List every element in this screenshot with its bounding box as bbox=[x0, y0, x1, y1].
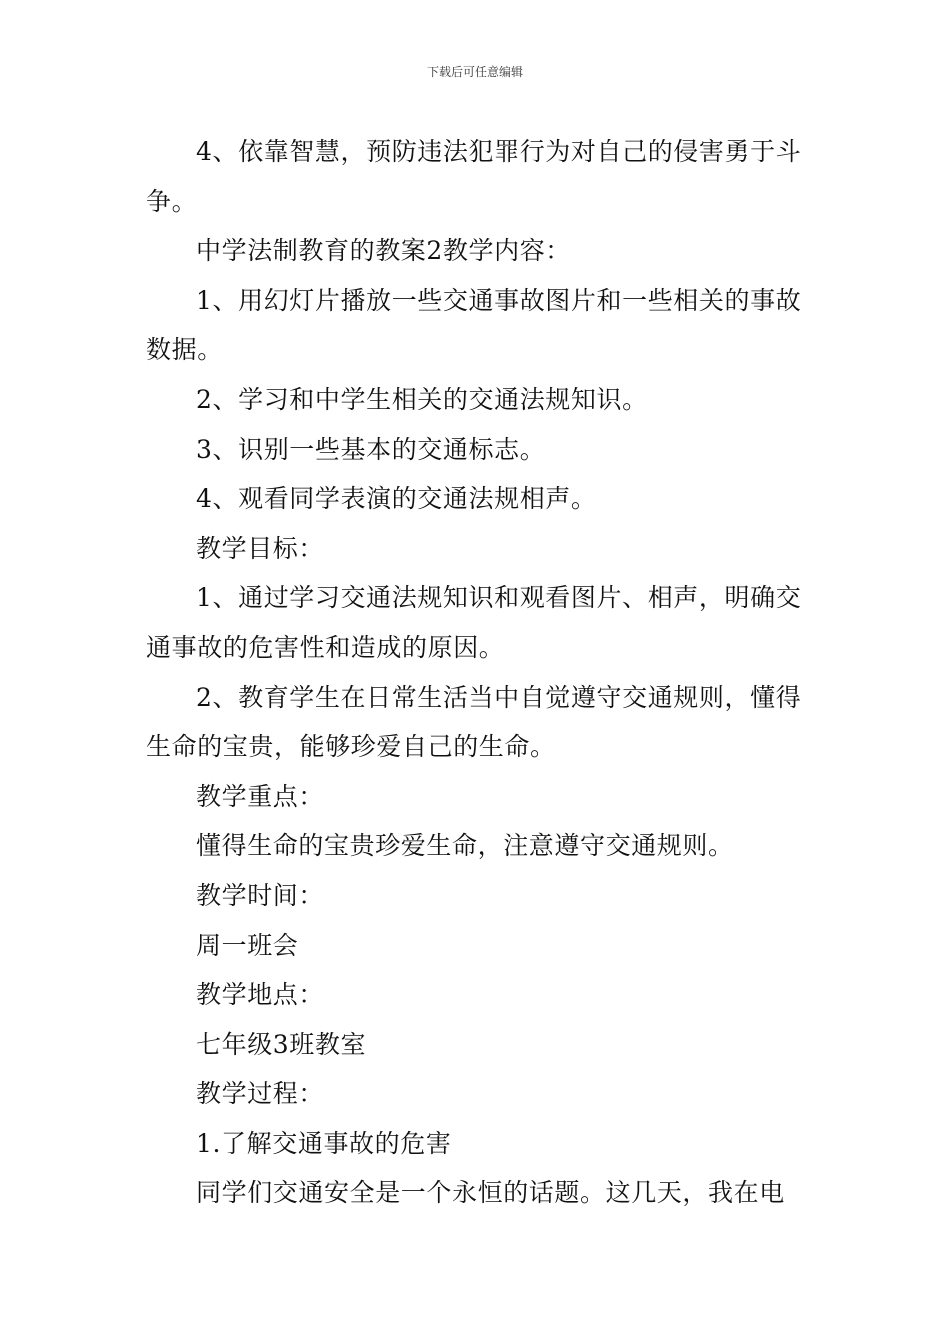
paragraph: 3、识别一些基本的交通标志。 bbox=[196, 434, 546, 464]
paragraph: 中学法制教育的教案2教学内容： bbox=[196, 236, 571, 266]
page-header: 下载后可任意编辑 bbox=[426, 65, 523, 79]
paragraph: 2、学习和中学生相关的交通法规知识。 bbox=[196, 384, 648, 414]
paragraph: 1、用幻灯片播放一些交通事故图片和一些相关的事故数据。 bbox=[146, 285, 802, 365]
paragraph: 懂得生命的宝贵珍爱生命，注意遵守交通规则。 bbox=[196, 831, 734, 861]
paragraph: 1.了解交通事故的危害 bbox=[196, 1128, 452, 1158]
paragraph: 4、依靠智慧，预防违法犯罪行为对自己的侵害勇于斗争。 bbox=[146, 137, 802, 216]
paragraph: 4、观看同学表演的交通法规相声。 bbox=[196, 484, 597, 514]
paragraph: 周一班会 bbox=[196, 930, 299, 960]
section-heading: 教学目标： bbox=[196, 533, 325, 563]
section-heading: 教学时间： bbox=[196, 880, 325, 910]
paragraph: 七年级3班教室 bbox=[196, 1029, 367, 1059]
section-heading: 教学地点： bbox=[196, 980, 325, 1010]
paragraph: 1、通过学习交通法规知识和观看图片、相声，明确交通事故的危害性和造成的原因。 bbox=[146, 583, 802, 662]
paragraph: 2、教育学生在日常生活当中自觉遵守交通规则，懂得生命的宝贵，能够珍爱自己的生命。 bbox=[146, 682, 802, 762]
paragraph: 同学们交通安全是一个永恒的话题。这几天，我在电 bbox=[196, 1178, 785, 1208]
section-heading: 教学重点： bbox=[196, 781, 325, 811]
document-body bbox=[146, 127, 806, 1218]
section-heading: 教学过程： bbox=[196, 1079, 325, 1109]
